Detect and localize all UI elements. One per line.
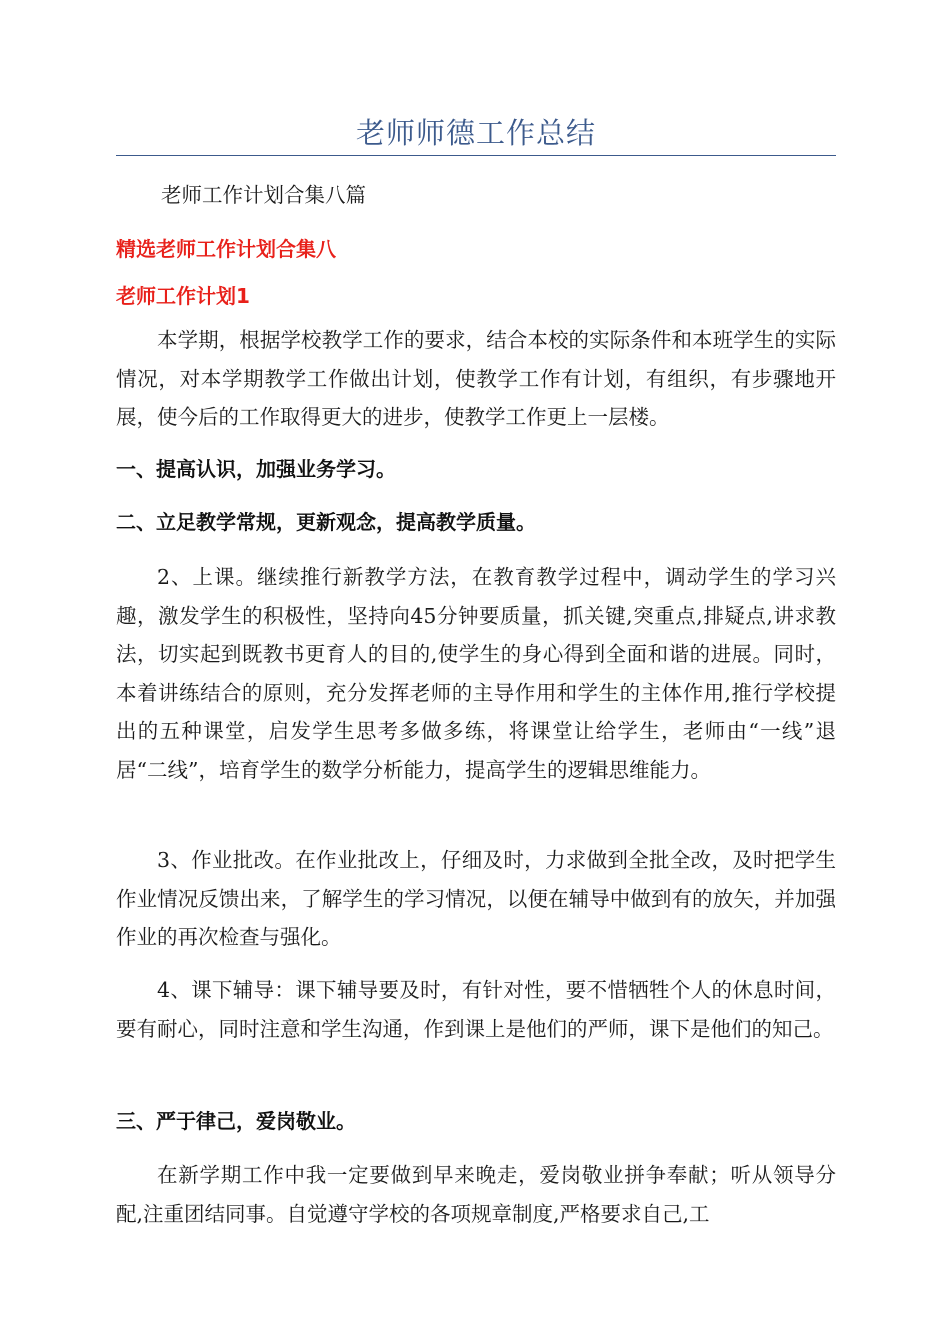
item-3-paragraph: 3、作业批改。在作业批改上，仔细及时，力求做到全批全改，及时把学生作业情况反馈出来，了解学生的学习情况，以便在辅导中做到有的放矢，并加强作业的再次检查与强化。 <box>116 848 836 949</box>
section-heading: 精选老师工作计划合集八 <box>116 237 336 261</box>
title-underline <box>116 155 836 156</box>
closing-paragraph: 在新学期工作中我一定要做到早来晚走，爱岗敬业拼争奉献；听从领导分配,注重团结同事。自觉遵守学校的各项规章制度,严格要求自己,工 <box>116 1163 836 1226</box>
heading-one: 一、提高认识，加强业务学习。 <box>116 457 396 481</box>
item-2-paragraph: 2、上课。继续推行新教学方法，在教育教学过程中，调动学生的学习兴趣，激发学生的积极性，坚持向45分钟要质量，抓关键,突重点,排疑点,讲求教法，切实起到既教书更育人的目的,使学生的身心得到全面和谐的进展。同时，本着讲练结合的原则，充分发挥老师的主导作用和学生的主体作用,推行学校提出的五种课堂，启发学生思考多做多练，将课堂让给学生，老师由“一线”退居“二线”，培育学生的数学分析能力，提高学生的逻辑思维能力。 <box>116 565 836 782</box>
item-4-paragraph: 4、课下辅导：课下辅导要及时，有针对性，要不惜牺牲个人的休息时间，要有耐心，同时注意和学生沟通，作到课上是他们的严师，课下是他们的知己。 <box>116 978 836 1041</box>
heading-three: 三、严于律己，爱岗敬业。 <box>116 1109 356 1133</box>
heading-two: 二、立足教学常规，更新观念，提高教学质量。 <box>116 510 536 534</box>
document-title: 老师师德工作总结 <box>355 116 596 150</box>
plan-heading: 老师工作计划1 <box>116 284 250 308</box>
document-subtitle: 老师工作计划合集八篇 <box>161 183 366 207</box>
intro-paragraph: 本学期，根据学校教学工作的要求，结合本校的实际条件和本班学生的实际情况，对本学期教学工作做出计划，使教学工作有计划，有组织，有步骤地开展，使今后的工作取得更大的进步，使教学工作更上一层楼。 <box>116 328 836 429</box>
